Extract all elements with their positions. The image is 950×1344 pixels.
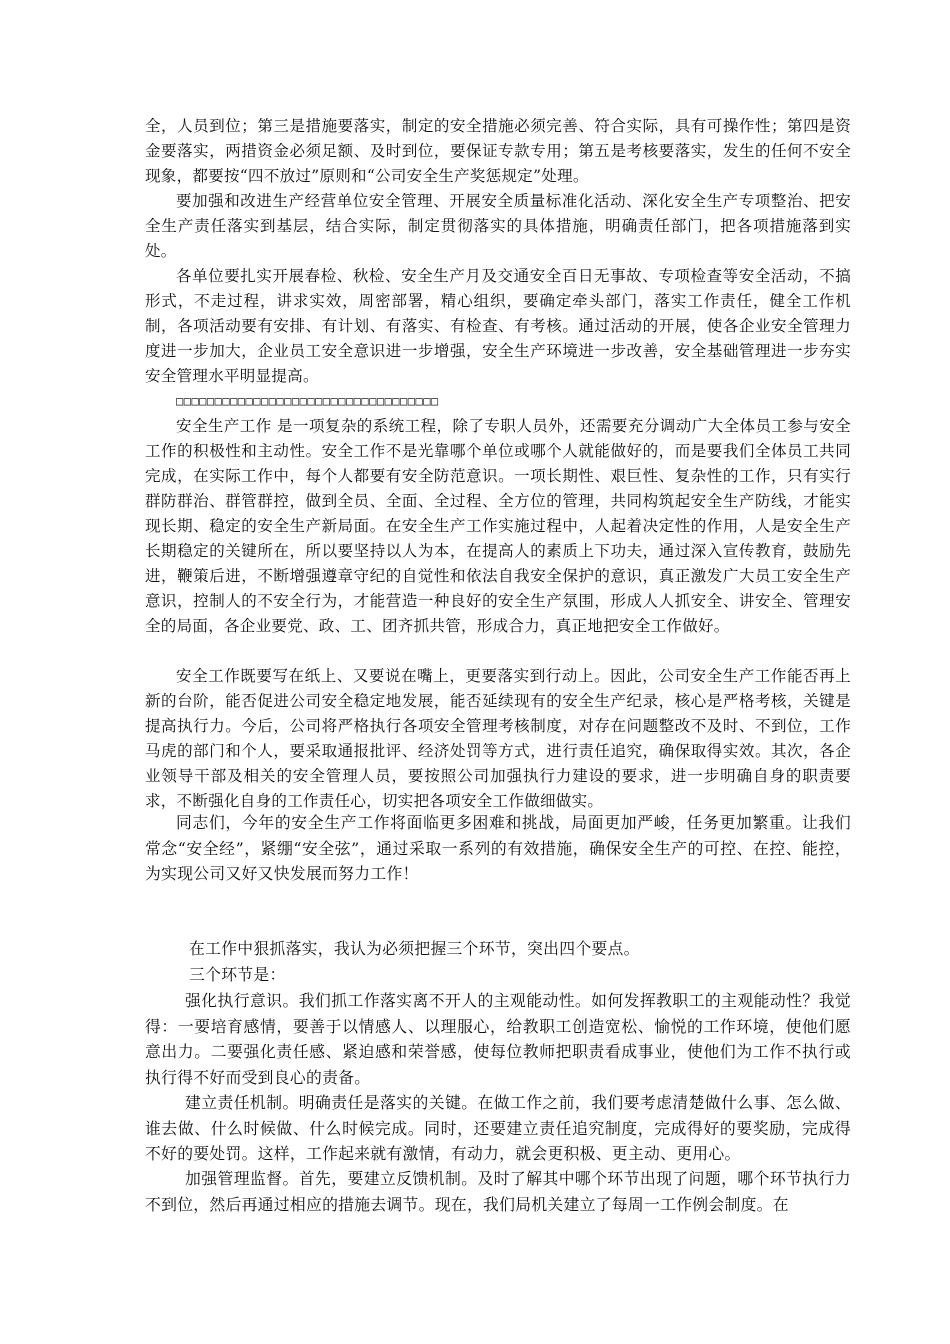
paragraph-1: 全，人员到位；第三是措施要落实，制定的安全措施必须完善、符合实际，具有可操作性；第四是资金要落实，两措资金必须足额、及时到位，要保证专款专用；第五是考核要落实，发生的任何不安全现象，都要按“四不放过”原则和“公司安全生产奖惩规定”处理。 bbox=[145, 117, 851, 185]
paragraph-8: 三个环节是： bbox=[189, 965, 286, 984]
paragraph-9: 强化执行意识。我们抓工作落实离不开人的主观能动性。如何发挥教职工的主观能动性？我觉得：一要培育感情，要善于以情感人、以理服心，给教职工创造宽松、愉悦的工作环境，使他们愿意出力。二要强化责任感、紧迫感和荣誉感，使每位教师把职责看成事业，使他们为工作不执行或执行得不好而受到良心的责备。 bbox=[145, 991, 851, 1087]
paragraph-11: 加强管理监督。首先，要建立反馈机制。及时了解其中哪个环节出现了问题，哪个环节执行力不到位，然后再通过相应的措施去调节。现在，我们局机关建立了每周一工作例会制度。在 bbox=[145, 1169, 851, 1214]
paragraph-5: 安全工作既要写在纸上、又要说在嘴上，更要落实到行动上。因此，公司安全生产工作能否再上新的台阶，能否促进公司安全稳定地发展，能否延续现有的安全生产纪录，核心是严格考核，关键是提高执行力。今后，公司将严格执行各项安全管理考核制度，对存在问题整改不及时、不到位，工作马虎的部门和个人，要采取通报批评、经济处罚等方式，进行责任追究，确保取得实效。其次，各企业领导干部及相关的安全管理人员，要按照公司加强执行力建设的要求，进一步明确自身的职责要求，不断强化自身的工作责任心，切实把各项安全工作做细做实。 bbox=[145, 667, 851, 810]
paragraph-7: 在工作中狠抓落实，我认为必须把握三个环节，突出四个要点。 bbox=[189, 939, 640, 958]
paragraph-2: 要加强和改进生产经营单位安全管理、开展安全质量标准化活动、深化安全生产专项整治、把安全生产责任落实到基层，结合实际，制定贯彻落实的具体措施，明确责任部门，把各项措施落到实处。 bbox=[145, 192, 851, 260]
paragraph-10: 建立责任机制。明确责任是落实的关键。在做工作之前，我们要考虑清楚做什么事、怎么做、谁去做、什么时候做、什么时候完成。同时，还要建立责任追究制度，完成得好的要奖励，完成得不好的要处罚。这样，工作起来就有激情，有动力，就会更积极、更主动、更用心。 bbox=[145, 1093, 851, 1163]
paragraph-6: 同志们，今年的安全生产工作将面临更多困难和挑战，局面更加严峻，任务更加繁重。让我们常念“安全经”，紧绷“安全弦”，通过采取一系列的有效措施，确保安全生产的可控、在控、能控，为实现公司又好又快发展而努力工作！ bbox=[145, 813, 851, 883]
paragraph-4: 安全生产工作 是一项复杂的系统工程，除了专职人员外，还需要充分调动广大全体员工参与安全工作的积极性和主动性。安全工作不是光靠哪个单位或哪个人就能做好的，而是要我们全体员工共同完成，在实际工作中，每个人都要有安全防范意识。一项长期性、艰巨性、复杂性的工作，只有实行群防群治、群管群控，做到全员、全面、全过程、全方位的管理，共同构筑起安全生产防线，才能实现长期、稳定的安全生产新局面。在安全生产工作实施过程中，人起着决定性的作用，人是安全生产长期稳定的关键所在，所以要坚持以人为本，在提高人的素质上下功夫，通过深入宣传教育，鼓励先进，鞭策后进，不断增强遵章守纪的自觉性和依法自我安全保护的意识，真正激发广大员工安全生产意识，控制人的不安全行为，才能营造一种良好的安全生产氛围，形成人人抓安全、讲安全、管理安全的局面，各企业要党、政、工、团齐抓共管，形成合力，真正地把安全工作做好。 bbox=[145, 417, 851, 635]
paragraph-3: 各单位要扎实开展春检、秋检、安全生产月及交通安全百日无事故、专项检查等安全活动，不搞形式，不走过程，讲求实效，周密部署，精心组织，要确定牵头部门，落实工作责任，健全工作机制，各项活动要有安排、有计划、有落实、有检查、有考核。通过活动的开展，使各企业安全管理力度进一步加大，企业员工安全意识进一步增强，安全生产环境进一步改善，安全基础管理进一步夯实 安全管理水平明显提高。 bbox=[145, 267, 851, 385]
garbled-line: □□□□□□□□□□□□□□□□□□□□□□□□□□□□□□□□□□ bbox=[176, 394, 439, 408]
